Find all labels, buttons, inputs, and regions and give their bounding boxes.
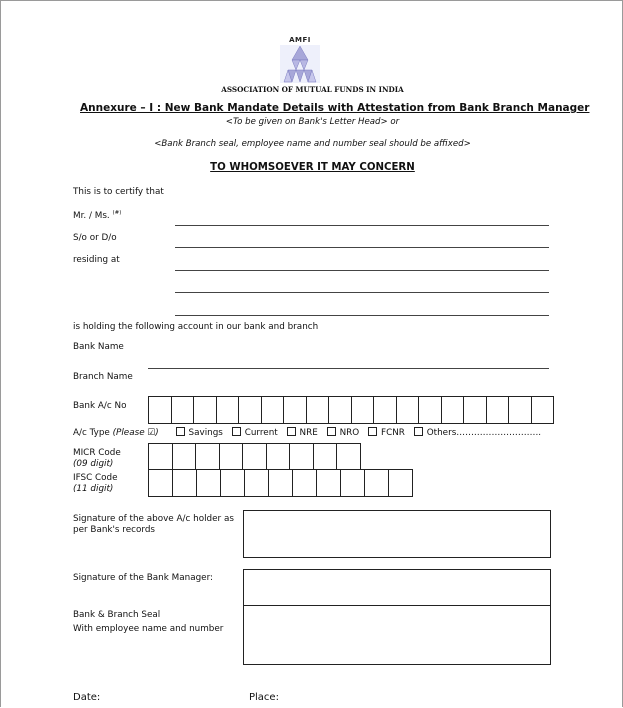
holder-signature-label <box>73 514 234 536</box>
name-field-line[interactable] <box>175 225 549 226</box>
account-digit-box[interactable] <box>508 396 532 424</box>
micr-digit-box[interactable] <box>313 443 338 471</box>
ifsc-digit-box[interactable] <box>388 469 413 497</box>
micr-digit-box[interactable] <box>289 443 314 471</box>
bank-name-field-line[interactable] <box>148 368 549 369</box>
mr-ms-sup: (#) <box>112 210 122 216</box>
account-digit-box[interactable] <box>306 396 330 424</box>
address-line-1[interactable] <box>175 270 549 271</box>
ifsc-digit-box[interactable] <box>172 469 197 497</box>
micr-label <box>73 448 121 470</box>
account-digit-box[interactable] <box>216 396 240 424</box>
mr-ms-label <box>73 210 121 221</box>
holder-signature-line1: Signature of the above A/c holder as <box>73 514 234 524</box>
nro-label: NRO <box>339 428 360 438</box>
nre-label: NRE <box>299 428 318 438</box>
date-label: Date: <box>73 692 101 703</box>
place-label: Place: <box>249 692 279 703</box>
micr-digit-box[interactable] <box>148 443 173 471</box>
seal-label <box>73 608 223 636</box>
micr-digit-box[interactable] <box>195 443 220 471</box>
micr-digit-box[interactable] <box>336 443 361 471</box>
account-digit-box[interactable] <box>351 396 375 424</box>
ac-type-hint: (Please ☑) <box>112 428 159 438</box>
parent-field-line[interactable] <box>175 247 549 248</box>
ifsc-digit-box[interactable] <box>316 469 341 497</box>
account-digit-box[interactable] <box>171 396 195 424</box>
account-digit-box[interactable] <box>328 396 352 424</box>
logo-triangles-icon <box>280 45 320 83</box>
option-nre[interactable] <box>287 428 318 438</box>
fcnr-checkbox[interactable] <box>368 427 377 436</box>
account-digit-box[interactable] <box>373 396 397 424</box>
seal-label-line2: With employee name and number <box>73 624 224 634</box>
nre-checkbox[interactable] <box>287 427 296 436</box>
ifsc-digit-box[interactable] <box>340 469 365 497</box>
holder-signature-line2: per Bank's records <box>73 525 155 535</box>
holder-signature-box[interactable] <box>243 510 551 558</box>
account-digit-box[interactable] <box>463 396 487 424</box>
option-fcnr[interactable] <box>368 428 405 438</box>
address-line-3[interactable] <box>175 315 549 316</box>
account-digit-box[interactable] <box>486 396 510 424</box>
option-current[interactable] <box>232 428 278 438</box>
micr-digit-box[interactable] <box>172 443 197 471</box>
seal-label-line1: Bank & Branch Seal <box>73 610 161 620</box>
micr-label-text: MICR Code <box>73 448 121 458</box>
savings-label: Savings <box>188 428 223 438</box>
ifsc-digit-box[interactable] <box>196 469 221 497</box>
nro-checkbox[interactable] <box>327 427 336 436</box>
ifsc-boxes[interactable] <box>148 469 412 496</box>
savings-checkbox[interactable] <box>176 427 185 436</box>
current-label: Current <box>244 428 278 438</box>
logo-text: AMFI <box>289 36 311 44</box>
account-digit-box[interactable] <box>193 396 217 424</box>
account-digit-box[interactable] <box>283 396 307 424</box>
account-digit-box[interactable] <box>396 396 420 424</box>
ifsc-digits: (11 digit) <box>73 484 114 494</box>
account-digit-box[interactable] <box>261 396 285 424</box>
account-digit-box[interactable] <box>148 396 172 424</box>
subtitle-seal: <Bank Branch seal, employee name and number seal should be affixed> <box>154 139 471 149</box>
ac-type-label: A/c Type <box>73 428 110 438</box>
association-name: ASSOCIATION OF MUTUAL FUNDS IN INDIA <box>221 85 404 94</box>
option-others[interactable] <box>414 428 541 438</box>
account-digit-box[interactable] <box>418 396 442 424</box>
ifsc-digit-box[interactable] <box>244 469 269 497</box>
account-digit-box[interactable] <box>238 396 262 424</box>
bank-ac-no-label: Bank A/c No <box>73 401 127 411</box>
concern-heading: TO WHOMSOEVER IT MAY CONCERN <box>210 162 415 173</box>
signature-seal-divider <box>244 605 550 606</box>
option-nro[interactable] <box>327 428 360 438</box>
others-checkbox[interactable] <box>414 427 423 436</box>
others-label: Others……………………….. <box>426 428 542 438</box>
holding-label: is holding the following account in our bank and branch <box>73 322 319 332</box>
ifsc-digit-box[interactable] <box>292 469 317 497</box>
micr-digit-box[interactable] <box>242 443 267 471</box>
account-digit-box[interactable] <box>441 396 465 424</box>
micr-digit-box[interactable] <box>219 443 244 471</box>
micr-digit-box[interactable] <box>266 443 291 471</box>
option-savings[interactable] <box>176 428 223 438</box>
so-do-label: S/o or D/o <box>73 233 117 243</box>
amfi-logo <box>280 36 320 82</box>
subtitle-letterhead: <To be given on Bank's Letter Head> or <box>225 117 400 127</box>
ifsc-digit-box[interactable] <box>220 469 245 497</box>
ifsc-digit-box[interactable] <box>364 469 389 497</box>
branch-name-label: Branch Name <box>73 372 133 382</box>
account-digit-box[interactable] <box>531 396 555 424</box>
current-checkbox[interactable] <box>232 427 241 436</box>
ifsc-label <box>73 473 118 495</box>
residing-label: residing at <box>73 255 120 265</box>
ifsc-label-text: IFSC Code <box>73 473 118 483</box>
manager-signature-label: Signature of the Bank Manager: <box>73 573 214 583</box>
micr-digits: (09 digit) <box>73 459 114 469</box>
ifsc-digit-box[interactable] <box>148 469 173 497</box>
ifsc-digit-box[interactable] <box>268 469 293 497</box>
ac-type-row <box>73 427 541 438</box>
micr-boxes[interactable] <box>148 443 360 470</box>
account-number-boxes[interactable] <box>148 396 553 423</box>
address-line-2[interactable] <box>175 292 549 293</box>
certify-label: This is to certify that <box>73 187 164 197</box>
bank-name-label: Bank Name <box>73 342 124 352</box>
fcnr-label: FCNR <box>381 428 405 438</box>
page-title: Annexure – I : New Bank Mandate Details with Attestation from Bank Branch Manager <box>80 102 590 114</box>
mr-ms-text: Mr. / Ms. <box>73 210 110 221</box>
manager-signature-box[interactable] <box>243 569 551 665</box>
